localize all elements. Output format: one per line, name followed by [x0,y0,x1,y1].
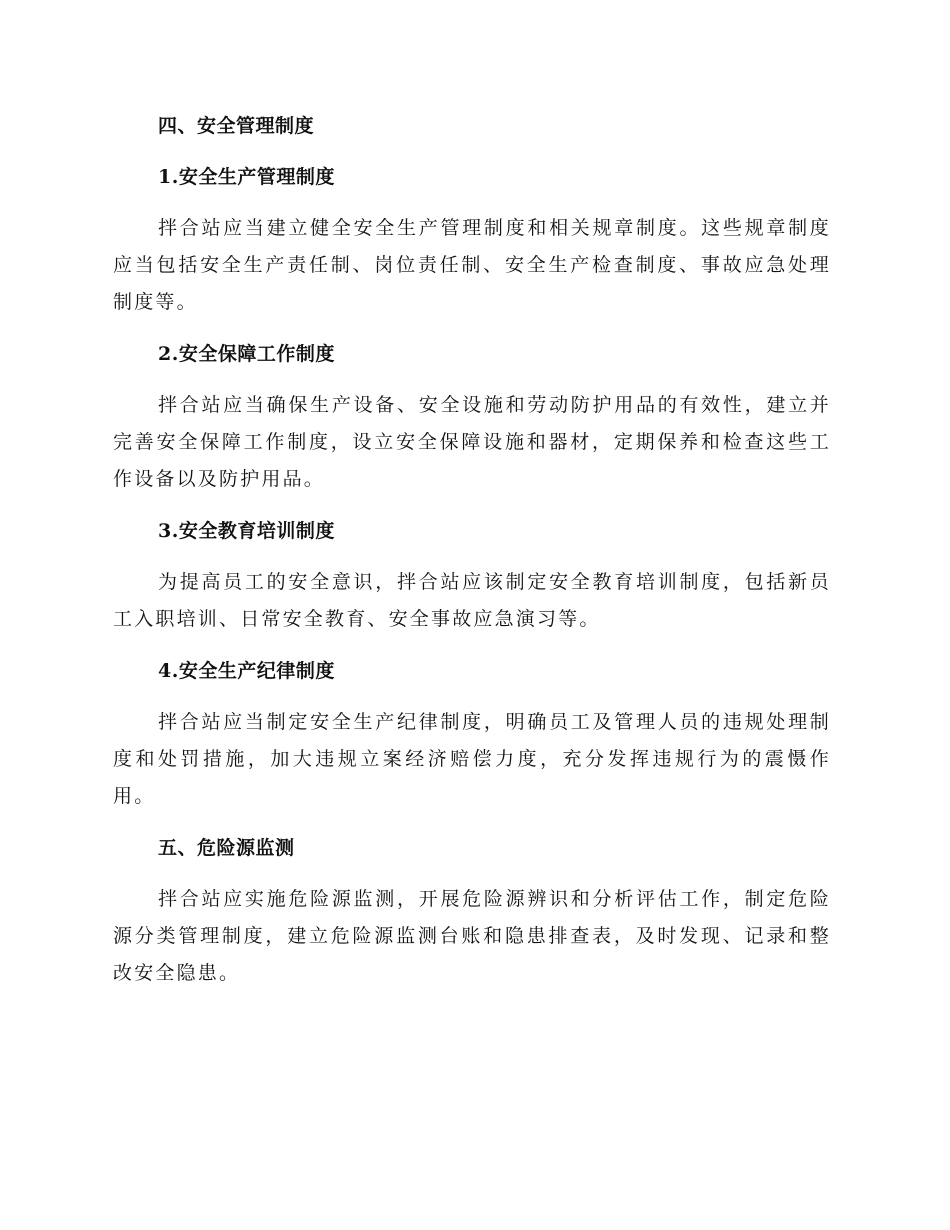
subsection-1-heading: 1.安全生产管理制度 [158,166,335,188]
subsection-4-heading: 4.安全生产纪律制度 [158,660,335,682]
section-5-heading: 五、危险源监测 [158,837,295,859]
subsection-3-heading: 3.安全教育培训制度 [158,520,335,542]
subsection-2-heading: 2.安全保障工作制度 [158,343,335,365]
subsection-4-paragraph: 拌合站应当制定安全生产纪律制度，明确员工及管理人员的违规处理制度和处罚措施，加大违规立案经济赔偿力度，充分发挥违规行为的震慑作用。 [113,711,831,807]
subsection-3-paragraph: 为提高员工的安全意识，拌合站应该制定安全教育培训制度，包括新员工入职培训、日常安全教育、安全事故应急演习等。 [113,571,831,630]
section-4-heading: 四、安全管理制度 [158,115,315,137]
subsection-1-paragraph: 拌合站应当建立健全安全生产管理制度和相关规章制度。这些规章制度应当包括安全生产责任制、岗位责任制、安全生产检查制度、事故应急处理制度等。 [113,217,831,313]
subsection-2-paragraph: 拌合站应当确保生产设备、安全设施和劳动防护用品的有效性，建立并完善安全保障工作制度，设立安全保障设施和器材，定期保养和检查这些工作设备以及防护用品。 [113,394,831,490]
section-5-paragraph: 拌合站应实施危险源监测，开展危险源辨识和分析评估工作，制定危险源分类管理制度，建立危险源监测台账和隐患排查表，及时发现、记录和整改安全隐患。 [113,888,831,984]
document-content [113,108,831,1007]
